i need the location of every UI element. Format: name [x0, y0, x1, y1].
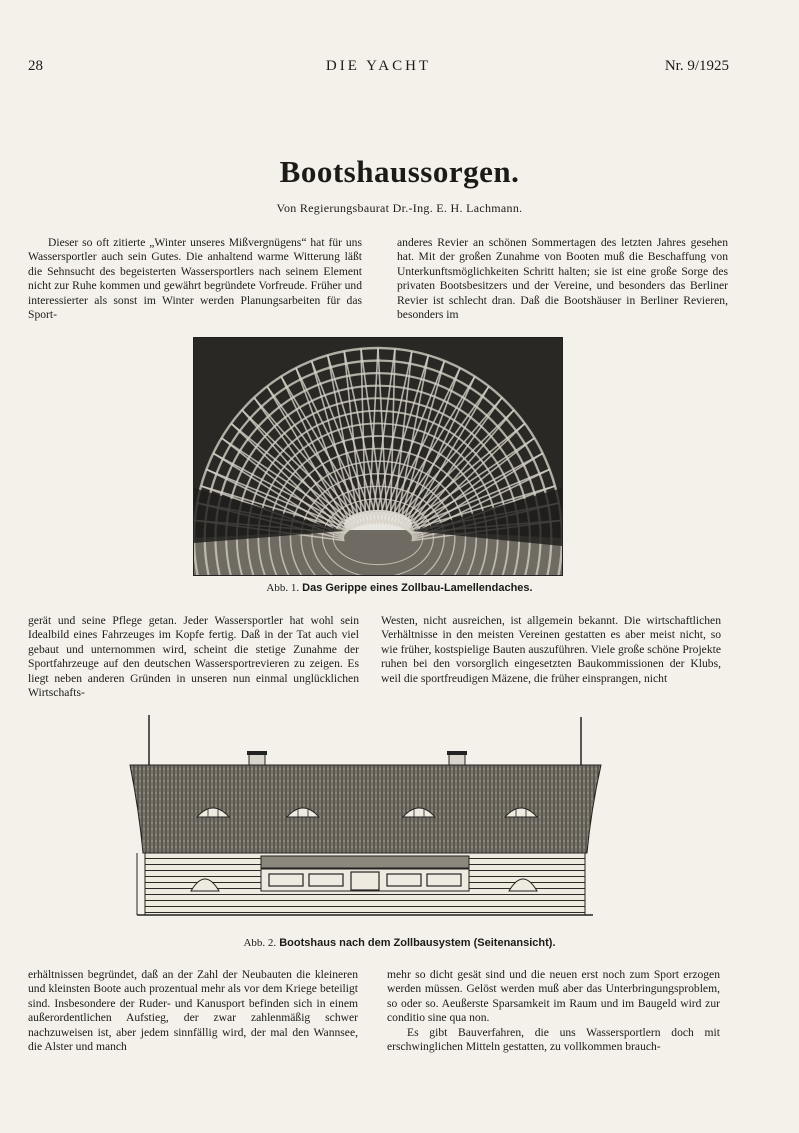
paragraph: Westen, nicht ausreichen, ist allgemein bekannt. Die wirtschaftlichen Verhältnisse in den meisten Vereinen gestatten es aber meist nicht, so wie früher, kostspielige Bauten auszuführen. Viele große schöne Projekte ruhen bei den vorsorglich eingesetzten Baukommissionen der Klubs, weil die sportfreudigen Mäzene, die früher einsprangen, nicht — [381, 614, 721, 685]
page-number: 28 — [28, 58, 43, 74]
figure-1-caption — [0, 582, 799, 594]
issue-number: Nr. 9/1925 — [664, 58, 729, 74]
text-column-1-left — [28, 236, 362, 322]
figure-label: Abb. 1. — [266, 582, 300, 594]
lamella-roof-photo — [193, 337, 563, 576]
article-byline: Von Regierungsbaurat Dr.-Ing. E. H. Lachmann. — [276, 201, 523, 215]
boathouse-elevation-image — [125, 715, 605, 925]
figure-label: Abb. 2. — [243, 937, 277, 949]
text-column-1-right — [397, 236, 728, 322]
paragraph: gerät und seine Pflege getan. Jeder Wassersportler hat wohl sein Idealbild eines Fahrzeuges im Kopfe fertig. Daß in der Tat auch viel gebaut und unternommen wird, scheint die stetige Zunahme der Sportfahrzeuge auf den deutschen Wassersportrevieren zu zeigen. Es liegt neben anderen Gründen in unseren nun einmal unglücklichen Wirtschafts- — [28, 614, 359, 700]
figure-2-caption — [0, 937, 799, 949]
paragraph: mehr so dicht gesät sind und die neuen erst noch zum Sport erzogen werden müssen. Gelöst werden muß aber das Unterbringungsproblem, so oder so. Aeußerste Sparsamkeit im Raum und im Baugeld wird zur conditio sine qua non. — [387, 968, 720, 1025]
text-column-3-left — [28, 968, 358, 1054]
figure-caption-text: Das Gerippe eines Zollbau-Lamellendaches. — [302, 582, 533, 594]
paragraph: erhältnissen begründet, daß an der Zahl der Neubauten die kleineren und kleinsten Boote auch prozentual mehr als vor dem Kriege beteiligt sind. Insbesondere der Ruder- und Kanusport befinden sich in einem außerordentlichen Aufstieg, der zwar zahlenmäßig schwer nachzuweisen ist, aber jedem sinnfällig wird, der mal den Wannsee, die Alster und manch — [28, 968, 358, 1054]
text-column-2-right — [381, 614, 721, 686]
lamella-roof-image — [194, 338, 562, 575]
article-title: Bootshaussorgen. — [279, 154, 520, 189]
text-column-3-right — [387, 968, 720, 1054]
journal-title: DIE YACHT — [325, 58, 432, 74]
boathouse-drawing — [125, 715, 605, 925]
paragraph: Es gibt Bauverfahren, die uns Wassersportlern doch mit erschwinglichen Mitteln gestatten, zu vollkommen brauch- — [387, 1025, 720, 1054]
running-head — [28, 58, 729, 80]
figure-caption-text: Bootshaus nach dem Zollbausystem (Seitenansicht). — [279, 937, 556, 949]
text-column-2-left — [28, 614, 359, 700]
paragraph: Dieser so oft zitierte „Winter unseres Mißvergnügens“ hat für uns Wassersportler auch sein Gutes. Die anhaltend warme Witterung läßt die Sehnsucht des begeisterten Wassersportlers nach seinem Element nicht zur Ruhe kommen und gewährt begründete Vorfreude. Früher und interessierter als sonst im Winter werden Planungsarbeiten für das Sport- — [28, 236, 362, 322]
paragraph: anderes Revier an schönen Sommertagen des letzten Jahres gesehen hat. Mit der großen Zunahme von Booten muß die Beschaffung von Unterkunftsmöglichkeiten Schritt halten; sie ist eine große Sorge des privaten Bootsbesitzers und der Vereine, und besonders das Berliner Revier ist schlecht dran. Daß die Bootshäuser in Berliner Revieren, besonders im — [397, 236, 728, 322]
